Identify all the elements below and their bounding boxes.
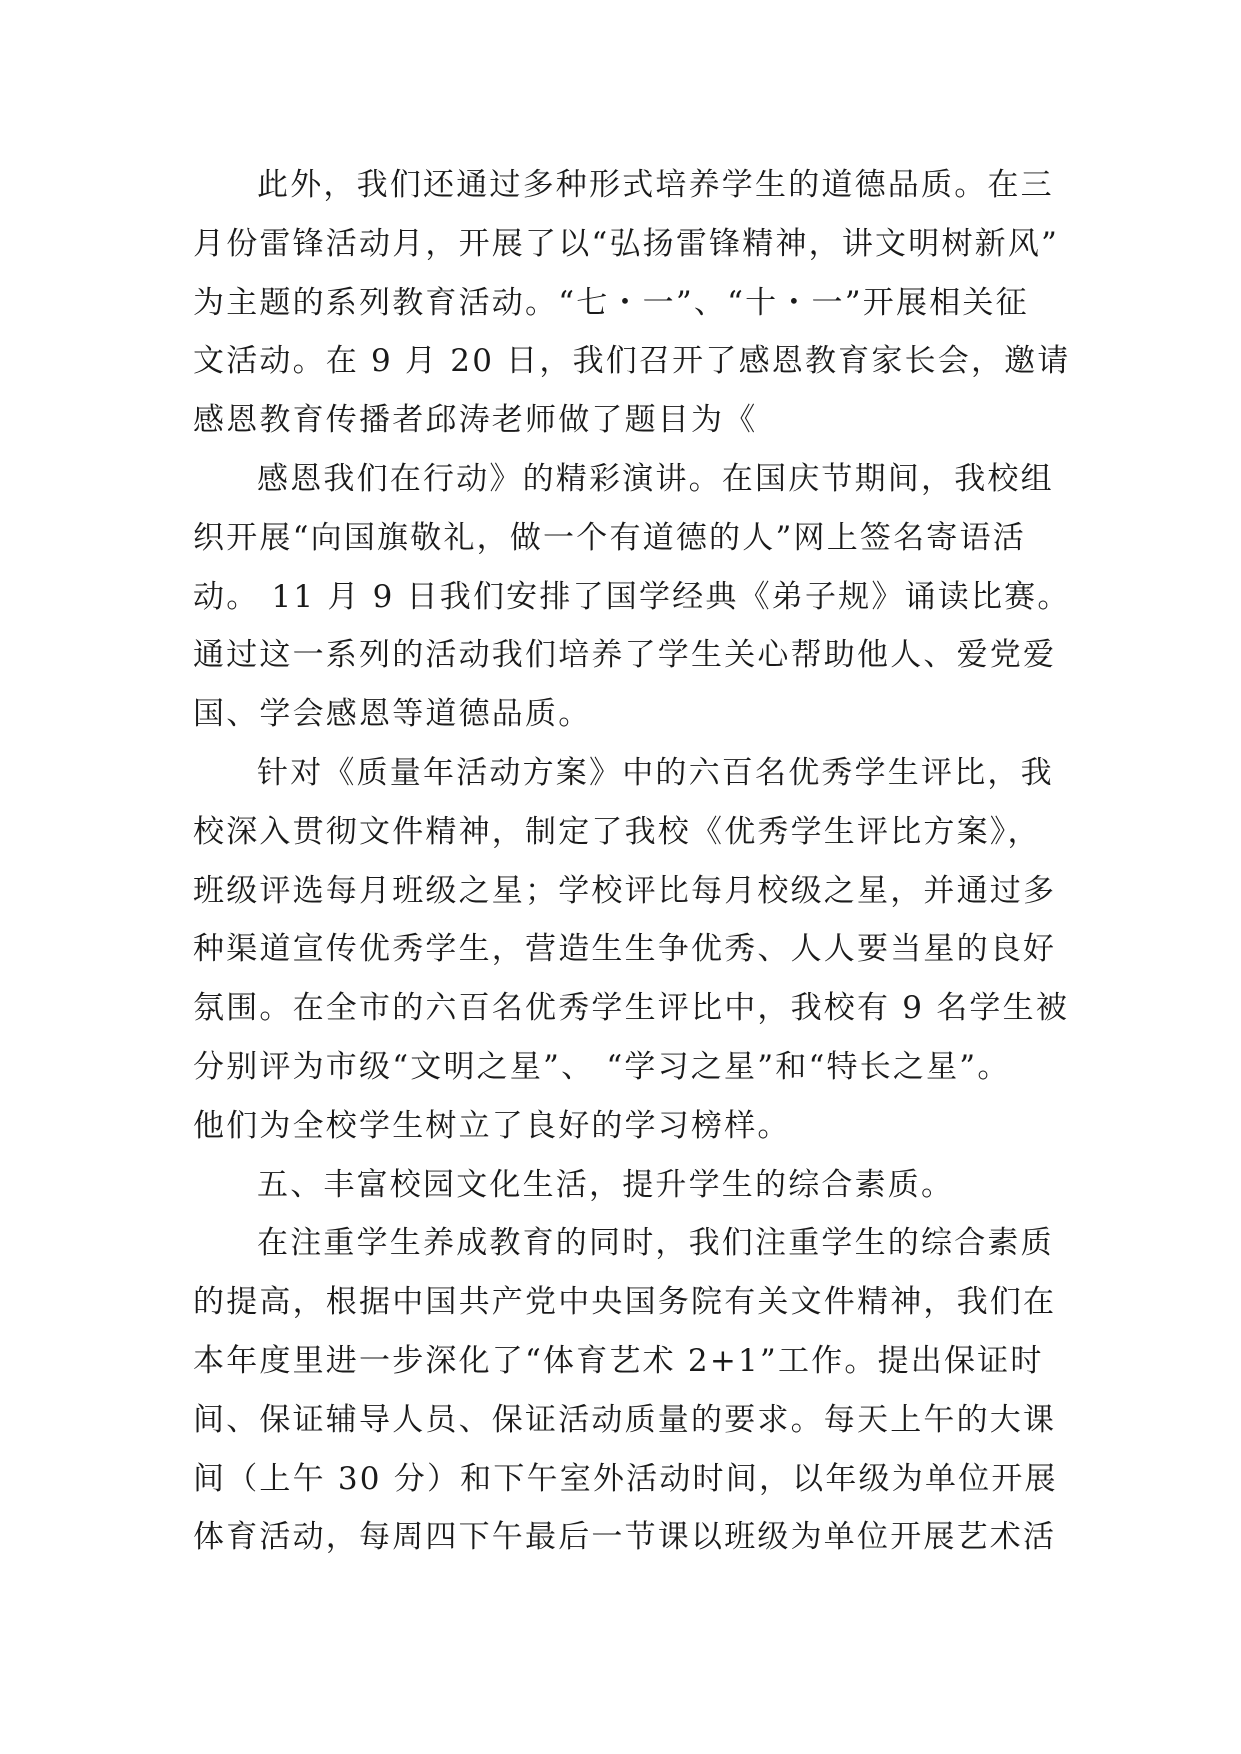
- paragraph-line: 感恩我们在行动》的精彩演讲。在国庆节期间，我校组: [257, 460, 1054, 497]
- section-heading: 五、丰富校园文化生活，提升学生的综合素质。: [257, 1166, 955, 1203]
- paragraph-line: 本年度里进一步深化了“体育艺术 2+1”工作。提出保证时: [193, 1342, 1044, 1379]
- paragraph-line: 此外，我们还通过多种形式培养学生的道德品质。在三: [257, 167, 1054, 203]
- paragraph-line: 的提高，根据中国共产党中央国务院有关文件精神，我们在: [193, 1284, 1057, 1321]
- paragraph-line: 班级评选每月班级之星；学校评比每月校级之星，并通过多: [193, 872, 1057, 909]
- paragraph-line: 种渠道宣传优秀学生，营造生生争优秀、人人要当星的良好: [193, 931, 1057, 968]
- paragraph-line: 文活动。在 9 月 20 日，我们召开了感恩教育家长会，邀请: [193, 343, 1071, 380]
- paragraph-line: 他们为全校学生树立了良好的学习榜样。: [193, 1107, 791, 1144]
- paragraph-line: 针对《质量年活动方案》中的六百名优秀学生评比，我: [257, 754, 1054, 791]
- paragraph-line: 通过这一系列的活动我们培养了学生关心帮助他人、爱党爱: [193, 637, 1057, 674]
- paragraph-line: 间、保证辅导人员、保证活动质量的要求。每天上午的大课: [193, 1401, 1057, 1438]
- paragraph-line: 月份雷锋活动月，开展了以“弘扬雷锋精神，讲文明树新风”: [193, 225, 1060, 262]
- paragraph-line: 织开展“向国旗敬礼，做一个有道德的人”网上签名寄语活: [193, 519, 1026, 556]
- paragraph-line: 国、学会感恩等道德品质。: [193, 696, 592, 733]
- paragraph-line: 氛围。在全市的六百名优秀学生评比中，我校有 9 名学生被: [193, 990, 1070, 1027]
- paragraph-line: 为主题的系列教育活动。“七・一”、“十・一”开展相关征: [193, 284, 1029, 321]
- paragraph-line: 在注重学生养成教育的同时，我们注重学生的综合素质: [257, 1225, 1054, 1262]
- paragraph-line: 分别评为市级“文明之星”、 “学习之星”和“特长之星”。: [193, 1048, 1011, 1085]
- paragraph-line: 感恩教育传播者邱涛老师做了题目为《: [193, 402, 758, 439]
- paragraph-line: 动。 11 月 9 日我们安排了国学经典《弟子规》诵读比赛。: [193, 578, 1071, 615]
- paragraph-line: 体育活动，每周四下午最后一节课以班级为单位开展艺术活: [193, 1519, 1057, 1556]
- paragraph-line: 间（上午 30 分）和下午室外活动时间，以年级为单位开展: [193, 1460, 1058, 1497]
- document-body: [193, 156, 1073, 1567]
- paragraph-line: 校深入贯彻文件精神，制定了我校《优秀学生评比方案》，: [193, 813, 1041, 850]
